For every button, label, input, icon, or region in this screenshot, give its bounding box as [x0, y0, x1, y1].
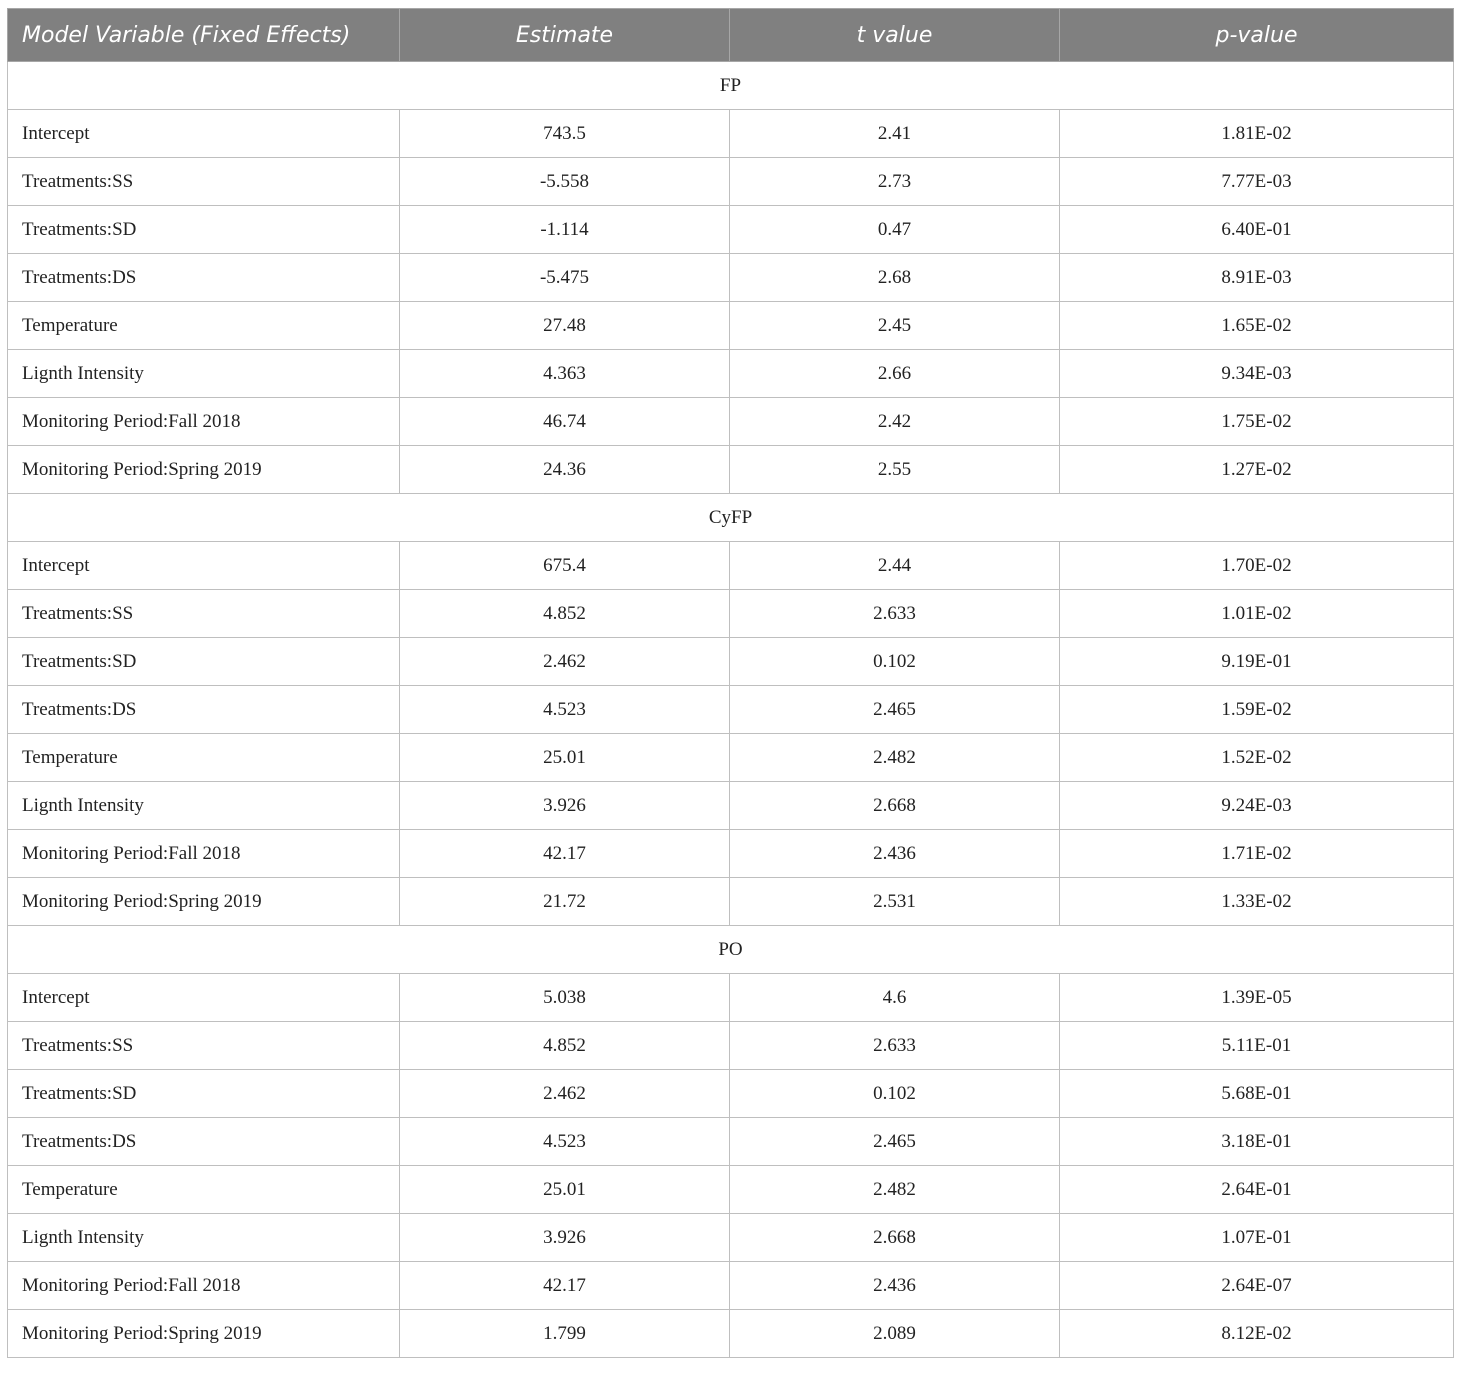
cell-p-value: 2.64E-07: [1060, 1262, 1454, 1310]
cell-t-value: 2.42: [730, 398, 1060, 446]
table-row: [8, 206, 1454, 254]
table-row: [8, 350, 1454, 398]
cell-t-value: 0.102: [730, 1070, 1060, 1118]
cell-estimate: -5.558: [400, 158, 730, 206]
cell-estimate: 3.926: [400, 1214, 730, 1262]
cell-p-value: 2.64E-01: [1060, 1166, 1454, 1214]
header-estimate: Estimate: [400, 9, 730, 62]
cell-t-value: 2.436: [730, 830, 1060, 878]
cell-estimate: -1.114: [400, 206, 730, 254]
table-row: [8, 110, 1454, 158]
cell-t-value: 2.68: [730, 254, 1060, 302]
header-model-variable: Model Variable (Fixed Effects): [8, 9, 400, 62]
cell-p-value: 1.71E-02: [1060, 830, 1454, 878]
table-row: [8, 1166, 1454, 1214]
cell-p-value: 7.77E-03: [1060, 158, 1454, 206]
cell-p-value: 1.65E-02: [1060, 302, 1454, 350]
cell-t-value: 2.44: [730, 542, 1060, 590]
cell-t-value: 2.633: [730, 1022, 1060, 1070]
cell-t-value: 2.66: [730, 350, 1060, 398]
cell-t-value: 0.102: [730, 638, 1060, 686]
cell-p-value: 1.70E-02: [1060, 542, 1454, 590]
header-p-value: p-value: [1060, 9, 1454, 62]
cell-t-value: 2.45: [730, 302, 1060, 350]
group-label: FP: [8, 62, 1454, 110]
cell-variable: Temperature: [8, 302, 400, 350]
cell-p-value: 1.07E-01: [1060, 1214, 1454, 1262]
cell-p-value: 1.27E-02: [1060, 446, 1454, 494]
cell-variable: Monitoring Period:Spring 2019: [8, 446, 400, 494]
cell-estimate: 1.799: [400, 1310, 730, 1358]
cell-variable: Treatments:SS: [8, 158, 400, 206]
cell-t-value: 2.41: [730, 110, 1060, 158]
cell-p-value: 1.01E-02: [1060, 590, 1454, 638]
fixed-effects-table: [7, 8, 1454, 1358]
table-row: [8, 1310, 1454, 1358]
group-row: [8, 926, 1454, 974]
table-row: [8, 302, 1454, 350]
cell-variable: Treatments:SS: [8, 590, 400, 638]
cell-t-value: 2.482: [730, 734, 1060, 782]
cell-t-value: 2.436: [730, 1262, 1060, 1310]
table-row: [8, 782, 1454, 830]
cell-estimate: 25.01: [400, 1166, 730, 1214]
cell-estimate: 4.363: [400, 350, 730, 398]
cell-p-value: 1.52E-02: [1060, 734, 1454, 782]
table-header: [8, 9, 1454, 62]
cell-p-value: 1.75E-02: [1060, 398, 1454, 446]
table-row: [8, 734, 1454, 782]
cell-p-value: 9.24E-03: [1060, 782, 1454, 830]
cell-t-value: 2.089: [730, 1310, 1060, 1358]
cell-estimate: -5.475: [400, 254, 730, 302]
table-row: [8, 974, 1454, 1022]
cell-p-value: 9.19E-01: [1060, 638, 1454, 686]
cell-p-value: 1.33E-02: [1060, 878, 1454, 926]
cell-estimate: 24.36: [400, 446, 730, 494]
cell-estimate: 4.523: [400, 1118, 730, 1166]
cell-p-value: 5.68E-01: [1060, 1070, 1454, 1118]
cell-variable: Treatments:SD: [8, 1070, 400, 1118]
cell-t-value: 2.668: [730, 1214, 1060, 1262]
cell-variable: Treatments:DS: [8, 1118, 400, 1166]
cell-variable: Monitoring Period:Fall 2018: [8, 830, 400, 878]
table-row: [8, 830, 1454, 878]
cell-variable: Lignth Intensity: [8, 782, 400, 830]
table-row: [8, 1214, 1454, 1262]
cell-estimate: 46.74: [400, 398, 730, 446]
group-row: [8, 62, 1454, 110]
cell-variable: Monitoring Period:Spring 2019: [8, 878, 400, 926]
cell-variable: Lignth Intensity: [8, 1214, 400, 1262]
cell-t-value: 2.55: [730, 446, 1060, 494]
table-row: [8, 1070, 1454, 1118]
table-row: [8, 638, 1454, 686]
cell-variable: Treatments:SS: [8, 1022, 400, 1070]
cell-variable: Treatments:SD: [8, 638, 400, 686]
cell-variable: Temperature: [8, 734, 400, 782]
cell-t-value: 2.633: [730, 590, 1060, 638]
cell-t-value: 2.531: [730, 878, 1060, 926]
cell-estimate: 675.4: [400, 542, 730, 590]
cell-t-value: 0.47: [730, 206, 1060, 254]
table-row: [8, 1118, 1454, 1166]
cell-estimate: 2.462: [400, 638, 730, 686]
header-t-value: t value: [730, 9, 1060, 62]
cell-estimate: 4.523: [400, 686, 730, 734]
table-row: [8, 1262, 1454, 1310]
table-row: [8, 254, 1454, 302]
group-label: PO: [8, 926, 1454, 974]
cell-estimate: 21.72: [400, 878, 730, 926]
cell-variable: Intercept: [8, 542, 400, 590]
cell-variable: Monitoring Period:Fall 2018: [8, 398, 400, 446]
cell-t-value: 2.465: [730, 686, 1060, 734]
cell-variable: Lignth Intensity: [8, 350, 400, 398]
cell-estimate: 42.17: [400, 1262, 730, 1310]
cell-t-value: 4.6: [730, 974, 1060, 1022]
cell-estimate: 42.17: [400, 830, 730, 878]
cell-variable: Treatments:SD: [8, 206, 400, 254]
cell-estimate: 27.48: [400, 302, 730, 350]
cell-p-value: 1.81E-02: [1060, 110, 1454, 158]
cell-p-value: 9.34E-03: [1060, 350, 1454, 398]
cell-variable: Treatments:DS: [8, 254, 400, 302]
table-row: [8, 446, 1454, 494]
cell-variable: Monitoring Period:Fall 2018: [8, 1262, 400, 1310]
group-row: [8, 494, 1454, 542]
table-row: [8, 158, 1454, 206]
cell-p-value: 1.59E-02: [1060, 686, 1454, 734]
cell-estimate: 25.01: [400, 734, 730, 782]
cell-p-value: 8.91E-03: [1060, 254, 1454, 302]
table-body: [8, 62, 1454, 1358]
cell-p-value: 1.39E-05: [1060, 974, 1454, 1022]
table-row: [8, 686, 1454, 734]
cell-p-value: 5.11E-01: [1060, 1022, 1454, 1070]
cell-estimate: 743.5: [400, 110, 730, 158]
cell-variable: Treatments:DS: [8, 686, 400, 734]
cell-p-value: 3.18E-01: [1060, 1118, 1454, 1166]
cell-variable: Intercept: [8, 974, 400, 1022]
cell-p-value: 8.12E-02: [1060, 1310, 1454, 1358]
cell-t-value: 2.482: [730, 1166, 1060, 1214]
cell-p-value: 6.40E-01: [1060, 206, 1454, 254]
cell-estimate: 2.462: [400, 1070, 730, 1118]
cell-variable: Monitoring Period:Spring 2019: [8, 1310, 400, 1358]
table-row: [8, 542, 1454, 590]
cell-variable: Intercept: [8, 110, 400, 158]
cell-t-value: 2.465: [730, 1118, 1060, 1166]
header-row: [8, 9, 1454, 62]
table-row: [8, 590, 1454, 638]
table-row: [8, 398, 1454, 446]
cell-estimate: 4.852: [400, 1022, 730, 1070]
table-container: [7, 8, 1453, 1358]
cell-estimate: 5.038: [400, 974, 730, 1022]
table-row: [8, 1022, 1454, 1070]
table-row: [8, 878, 1454, 926]
cell-estimate: 3.926: [400, 782, 730, 830]
cell-variable: Temperature: [8, 1166, 400, 1214]
cell-t-value: 2.73: [730, 158, 1060, 206]
cell-t-value: 2.668: [730, 782, 1060, 830]
cell-estimate: 4.852: [400, 590, 730, 638]
group-label: CyFP: [8, 494, 1454, 542]
